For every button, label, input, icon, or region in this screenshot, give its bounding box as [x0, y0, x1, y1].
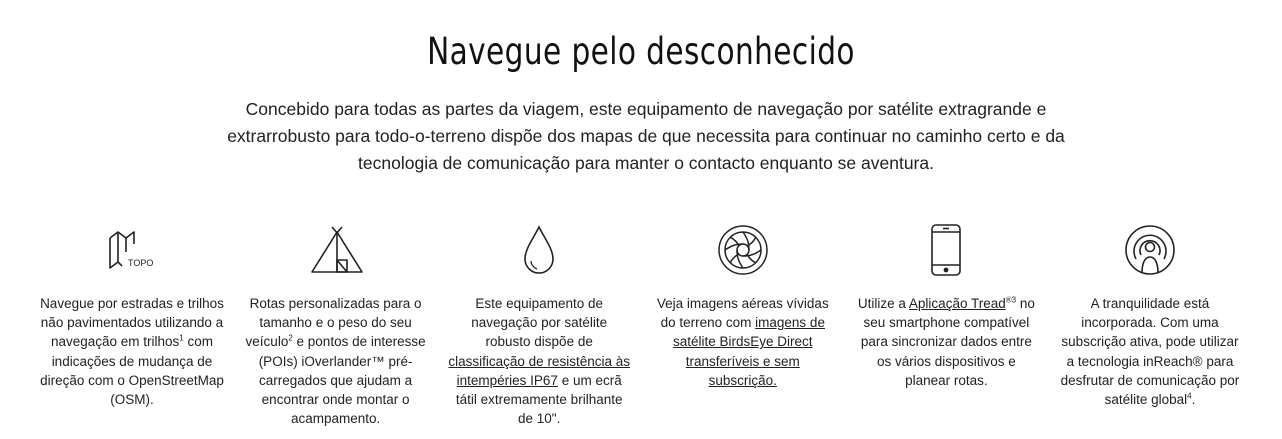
intro-paragraph: Concebido para todas as partes da viagem, este equipamento de navegação por satélite extragrande e extrarrobusto para todo-o-terreno dispõe dos mapas de que necessita para continuar no caminho certo e da tecnologia de comunicação para manter o contacto enquanto se aventura.: [227, 99, 1065, 173]
satellite-imagery-icon: [713, 222, 773, 278]
tent-icon: [306, 222, 366, 278]
feature-inreach: [1058, 222, 1242, 428]
smartphone-icon: [916, 222, 976, 278]
feature-description: Utilize a Aplicação Tread$^{®3}$ no seu smartphone compatível para sincronizar dados entre os vários dispositivos e planear rotas.: [857, 295, 1035, 388]
features-row: [40, 222, 1242, 428]
topo-map-icon: [102, 222, 162, 278]
page-title: Navegue pelo desconhecido: [427, 30, 855, 73]
birdseye-link[interactable]: imagens de satélite BirdsEye Direct transferíveis e sem subscrição.: [673, 315, 825, 388]
feature-ip67: [447, 222, 631, 428]
feature-description: Este equipamento de navegação por satélite robusto dispõe de classificação de resistência às intempéries IP67 e um ecrã tátil extremamente brilhante de 10".: [448, 296, 630, 427]
feature-description: Veja imagens aéreas vívidas do terreno com imagens de satélite BirdsEye Direct transferíveis e sem subscrição.: [656, 296, 829, 388]
water-drop-icon: [509, 222, 569, 278]
svg-text:TOPO: TOPO: [128, 258, 154, 268]
feature-description: Navegue por estradas e trilhos não pavimentados utilizando a navegação em trilhos$^1$ com indicações de mudança de direção com o OpenStreetMap (OSM).: [40, 296, 224, 408]
ip67-link[interactable]: classificação de resistência às intempéries IP67: [448, 353, 630, 388]
feature-description: Rotas personalizadas para o tamanho e o peso do seu veículo$^2$ e pontos de interesse (POIs) iOverlander™ pré-carregados que ajudam a encontrar onde montar o acampamento.: [245, 296, 426, 427]
inreach-signal-icon: [1120, 222, 1180, 278]
feature-tread-app: [854, 222, 1038, 428]
tread-app-link[interactable]: Aplicação Tread: [908, 296, 1006, 311]
feature-topo: [40, 222, 224, 428]
feature-description: A tranquilidade está incorporada. Com uma subscrição ativa, pode utilizar a tecnologia inReach® para desfrutar de comunicação por satélite global$^4$.: [1060, 296, 1240, 408]
feature-birdseye: [651, 222, 835, 428]
feature-tent: [244, 222, 428, 428]
